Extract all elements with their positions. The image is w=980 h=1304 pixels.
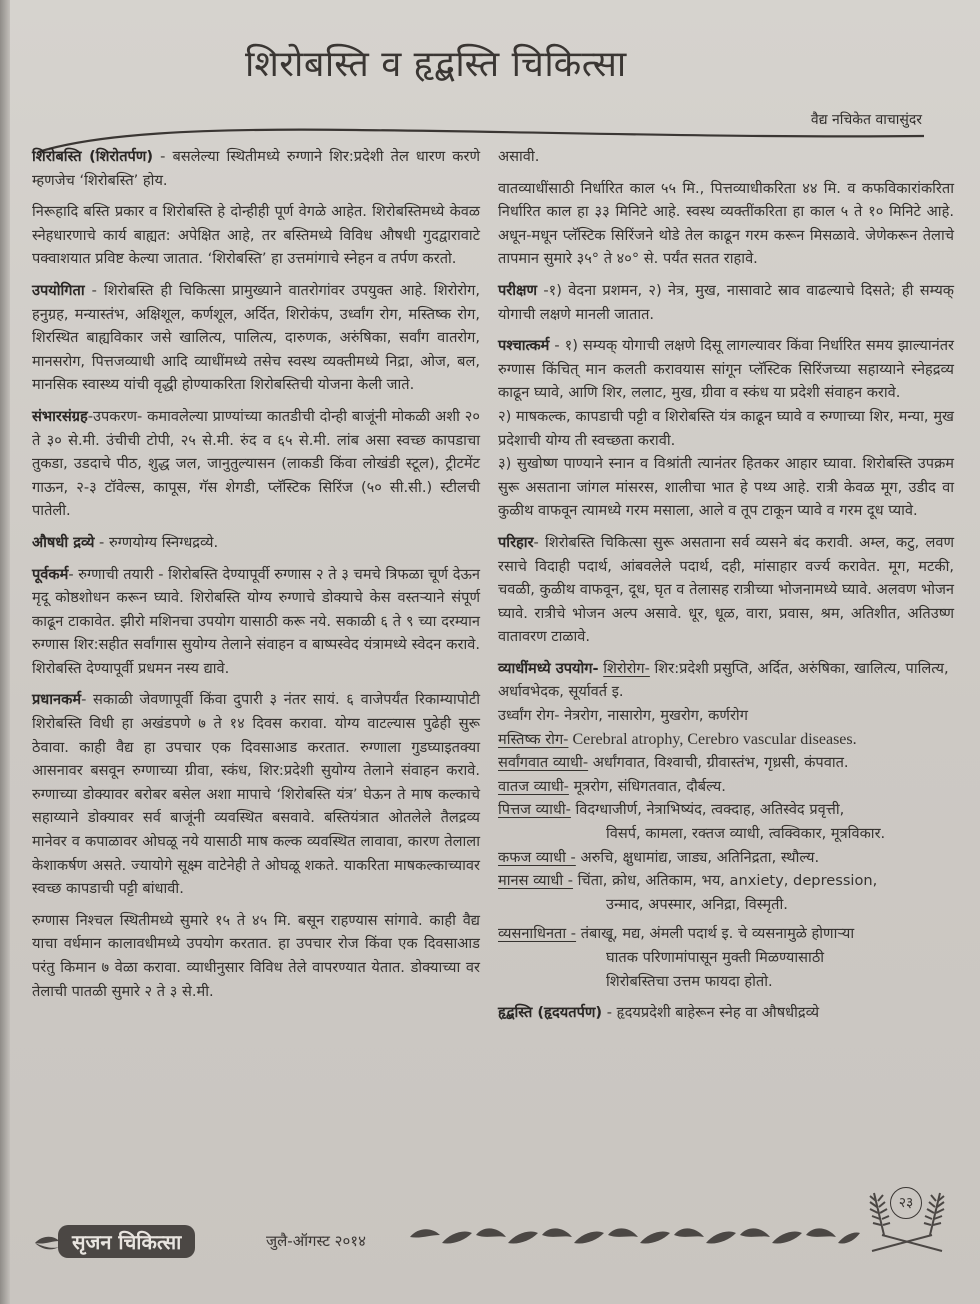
hrudbasti-paragraph: हृद्बस्ति (हृदयतर्पण) - हृदयप्रदेशी बाहेरून स्नेह वा औषधीद्रव्ये bbox=[498, 1004, 820, 1022]
disease-category-label: शिरोरोग- bbox=[603, 659, 650, 677]
section-heading-pashchat: पश्चात्कर्म bbox=[498, 337, 550, 355]
disease-category-label: पित्तज व्याधी- bbox=[498, 801, 571, 819]
page-binding-edge bbox=[0, 0, 10, 1304]
vyadhi-list-item-continuation: उन्माद, अपस्मार, अनिद्रा, विस्मृती. bbox=[606, 895, 788, 913]
upayogita-paragraph: उपयोगिता - शिरोबस्ति ही चिकित्सा प्रामुख्याने वातरोगांवर उपयुक्त आहे. शिरोरोग, हनुग्रह, मन्यास्तंभ, अक्षिशूल, कर्णशूल, अर्दित, शिरोकंप, उर्ध्वांग रोग, मस्तिष्क रोग, शिरस्थित बाह्यविकार जसे खालित्य, पालित्य, दारुणक, अरुंषिका, सर्वांग वातरोग, मानसरोग, पित्तजव्याधी आदि व्याधींमध्ये तसेच स्वस्थ व्यक्तीमध्ये निद्रा, ओज, बल, मानसिक स्वास्थ्य यांची वृद्धी होण्याकरिता शिरोबस्तिची योजना केली जाते. bbox=[32, 281, 480, 394]
disease-category-label: सर्वांगवात व्याधी- bbox=[498, 754, 589, 772]
right-column bbox=[498, 145, 954, 1033]
pashchat-step-3: ३) सुखोष्ण पाण्याने स्नान व विश्रांती त्यानंतर हितकर आहार घ्यावा. शिरोबस्ति उपक्रम सुरू असताना जांगल मांसरस, शालीचा भात हे पथ्य आहे. रात्री केवळ मूग, उडीद वा कुळीथ वाफवून त्यामध्ये गरम मसाला, आले व तूप टाकून प्यावे व गरम दूध प्यावे. bbox=[498, 455, 954, 520]
vyadhi-list-item-continuation: विसर्प, कामला, रक्तज व्याधी, त्वक्विकार, मूत्रविकार. bbox=[606, 825, 886, 843]
section-heading-pradhanakarma: प्रधानकर्म bbox=[32, 691, 82, 709]
page-number: २३ bbox=[890, 1187, 922, 1219]
sambhar-paragraph: संभारसंग्रह-उपकरण- कमावलेल्या प्राण्यांच्या कातडीची दोन्ही बाजूंनी मोकळी अशी २० ते ३० से.मी. उंचीची टोपी, २५ से.मी. रुंद व ६५ से.मी. लांब असा स्वच्छ कापडाचा तुकडा, उडदाचे पीठ, शुद्ध जल, जानुतुल्यासन (लाकडी किंवा लोखंडी स्टूल), ट्रीटमेंट गाऊन, २-३ टॉवेल्स, कापूस, गॅस शेगडी, प्लॅस्टिक सिरिंज (५० सी.सी.) स्टीलची पातेली. bbox=[32, 407, 480, 520]
section-heading-vyadhi: व्याधींमध्ये उपयोग- bbox=[498, 659, 599, 677]
vyadhi-list bbox=[498, 657, 954, 993]
vyadhi-list-item-continuation: घातक परिणामांपासून मुक्ती मिळण्यासाठी bbox=[606, 949, 825, 966]
vyadhi-list-item: व्यसनाधिनता - तंबाखू, मद्य, अंमली पदार्थ इ. चे व्यसनामुळे होणाऱ्या bbox=[498, 925, 855, 943]
paragraph: रुग्णास निश्चल स्थितीमध्ये सुमारे १५ ते ४५ मि. बसून राहण्यास सांगावे. काही वैद्य याचा वर्धमान कालावधीमध्ये उपयोग करतात. हा उपचार रोज किंवा एक दिवसाआड परंतु किमान ७ वेळा करावा. व्याधीनुसार विविध तेले वापरण्यात येतात. डोक्याच्या वर तेलाची पातळी सुमारे २ ते ३ से.मी. bbox=[32, 911, 480, 1000]
disease-category-label: मस्तिष्क रोग- bbox=[498, 730, 569, 748]
author-name: वैद्य नचिकेत वाचासुंदर bbox=[810, 112, 922, 128]
section-heading-purvakarma: पूर्वकर्म bbox=[32, 565, 69, 583]
continuation-text: असावी. bbox=[498, 148, 540, 165]
section-heading-shirobasti: शिरोबस्ति (शिरोतर्पण) bbox=[32, 148, 154, 165]
pradhanakarma-paragraph: प्रधानकर्म- सकाळी जेवणापूर्वी किंवा दुपारी ३ नंतर सायं. ६ वाजेपर्यंत रिकाम्यापोटी शिरोबस्ति विधी हा अखंडपणे ७ ते १४ दिवस करावा. योग्य वाटल्यास पुढेही सुरू ठेवावा. काही वैद्य हा उपचार एक दिवसाआड करतात. रुग्णाला गुडघ्याइतक्या आसनावर बसवून रुग्णाच्या ग्रीवा, स्कंध, शिर:प्रदेशी सुयोग्य तेलाने संवाहन करावे. रुग्णाच्या डोक्यावर बरोबर बसेल अशा मापाचे ‘शिरोबस्ति यंत्र’ घेऊन ते माष कल्काचे सहाय्याने डोक्यावर सर्व बाजूंनी व्यवस्थित बसवावे. बस्तियंत्रात ओतलेले तैलद्रव्य मानेवर व कपाळावर ओघळू नये यासाठी माष कल्क व्यवस्थित लावावा, कारण तेलाला केशाकर्षण असते. ज्यायोगे सूक्ष्म वाटेनेही ते ओघळू शकते. याकरिता माषकल्काच्यावर स्वच्छ कापडाची पट्टी बांधावी. bbox=[32, 691, 480, 898]
magazine-name-badge: सृजन चिकित्सा bbox=[58, 1225, 195, 1258]
disease-category-label: उर्ध्वांग रोग- bbox=[498, 707, 560, 725]
issue-date: जुलै-ऑगस्ट २०१४ bbox=[266, 1232, 366, 1250]
disease-category-label: कफज व्याधी - bbox=[498, 848, 576, 866]
pashchat-step-2: २) माषकल्क, कापडाची पट्टी व शिरोबस्ति यंत्र काढून घ्यावे व रुग्णाच्या शिर, मन्या, मुख प्रदेशाची योग्य ती स्वच्छता करावी. bbox=[498, 407, 954, 449]
section-heading-aushadhi: औषधी द्रव्ये bbox=[32, 533, 95, 551]
vyadhi-list-item: वातज व्याधी- मूत्ररोग, संधिगतवात, दौर्बल्य. bbox=[498, 777, 726, 795]
vyadhi-list-item: पित्तज व्याधी- विदग्धाजीर्ण, नेत्राभिष्यंद, त्वक्दाह, अतिस्वेद प्रवृत्ती, bbox=[498, 801, 845, 819]
pariksha-paragraph: परीक्षण -१) वेदना प्रशमन, २) नेत्र, मुख, नासावाटे स्राव वाढल्याचे दिसते; ही सम्यक् योगाची लक्षणे मानली जातात. bbox=[498, 281, 954, 323]
intro-paragraph: शिरोबस्ति (शिरोतर्पण) - बसलेल्या स्थितीमध्ये रुग्णाने शिर:प्रदेशी तेल धारण करणे म्हणजेच ‘शिरोबस्ति’ होय. bbox=[32, 148, 480, 189]
page-footer bbox=[0, 1185, 980, 1285]
disease-category-label: वातज व्याधी- bbox=[498, 777, 569, 795]
vyadhi-list-item: व्याधींमध्ये उपयोग- शिरोरोग- शिर:प्रदेशी प्रसुप्ति, अर्दित, अरुंषिका, खालित्य, पालित्य, अर्धावभेदक, सूर्यावर्त इ. bbox=[498, 659, 949, 701]
section-heading-sambhar: संभारसंग्रह bbox=[32, 407, 88, 425]
section-heading-pariksha: परीक्षण bbox=[498, 281, 538, 299]
section-heading-upayogita: उपयोगिता bbox=[32, 281, 85, 299]
vyadhi-list-item-continuation: शिरोबस्तिचा उत्तम फायदा होतो. bbox=[606, 972, 773, 990]
vyadhi-list-item: मस्तिष्क रोग- Cerebral atrophy, Cerebro vascular diseases. bbox=[498, 730, 857, 748]
section-heading-hrudbasti: हृद्बस्ति (हृदयतर्पण) bbox=[498, 1004, 603, 1022]
leaf-ornament-icon bbox=[34, 1235, 60, 1251]
leaf-vine-ornament-icon bbox=[410, 1223, 860, 1253]
vyadhi-list-item: कफज व्याधी - अरुचि, क्षुधामांद्य, जाड्य, अतिनिद्रता, स्थौल्य. bbox=[498, 848, 820, 866]
purvakarma-paragraph: पूर्वकर्म- रुग्णाची तयारी - शिरोबस्ति देण्यापूर्वी रुग्णास २ ते ३ चमचे त्रिफळा चूर्ण देऊन मृदू कोष्ठशोधन करून घ्यावे. शिरोबस्ति योग्य रुग्णाचे डोक्याचे केस वस्तऱ्याने संपूर्ण काढून टाकावेत. झीरो मशिनचा उपयोग यासाठी करू नये. सकाळी ६ ते ९ च्या दरम्यान रुग्णास शिर:सहीत सर्वांगास सुयोग्य तेलाने संवाहन व बाष्पस्वेद यंत्रामध्ये स्वेदन करावे. शिरोबस्ति देण्यापूर्वी प्रधमन नस्य द्यावे. bbox=[32, 565, 480, 677]
parihar-paragraph: परिहार- शिरोबस्ति चिकित्सा सुरू असताना सर्व व्यसने बंद करावी. अम्ल, कटु, लवण रसाचे विदाही पदार्थ, आंबवलेले पदार्थ, दही, मांसाहार वर्ज्य करावेत. मूग, मटकी, चवळी, कुळीथ वाफवून, दूध, घृत व तेलासह रात्रीच्या भोजनामध्ये घ्यावे. अलवण भोजन घ्यावे. रात्रीचे भोजन अल्प असावे. धूर, धूळ, वारा, प्रवास, श्रम, अतिशीत, अतिउष्ण वातावरण टाळावे. bbox=[498, 533, 954, 646]
paragraph: निरूहादि बस्ति प्रकार व शिरोबस्ति हे दोन्हीही पूर्ण वेगळे आहेत. शिरोबस्तिमध्ये केवळ स्नेहधारणाचे कार्य बाह्यत: अपेक्षित आहे, तर बस्तिमध्ये विविध औषधी गुदद्वारावाटे पक्वाशयात प्रविष्ट केल्या जातात. ‘शिरोबस्ति’ हा उत्तमांगाचे स्नेहन व तर्पण करतो. bbox=[32, 203, 480, 268]
duration-paragraph: वातव्याधींसाठी निर्धारित काल ५५ मि., पित्तव्याधीकरिता ४४ मि. व कफविकारांकरिता निर्धारित काल हा ३३ मिनिटे आहे. स्वस्थ व्यक्तींकरिता हा काल ५ ते १० मिनिटे आहे. अधून-मधून प्लॅस्टिक सिरिंजने थोडे तेल काढून गरम करून मिसळावे. जेणेकरून तेलाचे तापमान सुमारे ३५° ते ४०° से. पर्यंत सतत राहावे. bbox=[498, 179, 954, 268]
vyadhi-list-item: उर्ध्वांग रोग- नेत्ररोग, नासारोग, मुखरोग, कर्णरोग bbox=[498, 707, 748, 725]
left-column bbox=[32, 145, 480, 1011]
section-heading-parihar: परिहार bbox=[498, 533, 534, 551]
pashchat-paragraph: पश्चात्कर्म - १) सम्यक् योगाची लक्षणे दिसू लागल्यावर किंवा निर्धारित समय झाल्यानंतर रुग्णास किंचित् मान कलती करावयास सांगून प्लॅस्टिक सिरिंजच्या सहाय्याने स्नेहद्रव्य काढून घ्यावे, आणि शिर, ललाट, मुख, ग्रीवा व स्कंध या प्रदेशी संवाहन करावे. bbox=[498, 337, 954, 402]
disease-category-label: मानस व्याधी - bbox=[498, 872, 574, 890]
article-title: शिरोबस्ति व हृद्बस्ति चिकित्सा bbox=[245, 44, 627, 85]
aushadhi-paragraph: औषधी द्रव्ये - रुग्णयोग्य स्निग्धद्रव्ये. bbox=[32, 533, 219, 551]
vyadhi-list-item: सर्वांगवात व्याधी- अर्धांगवात, विश्वाची, ग्रीवास्तंभ, गृध्रसी, कंपवात. bbox=[498, 754, 849, 772]
vyadhi-list-item: मानस व्याधी - चिंता, क्रोध, अतिकाम, भय, anxiety, depression, bbox=[498, 872, 878, 890]
disease-category-label: व्यसनाधिनता - bbox=[498, 925, 577, 943]
